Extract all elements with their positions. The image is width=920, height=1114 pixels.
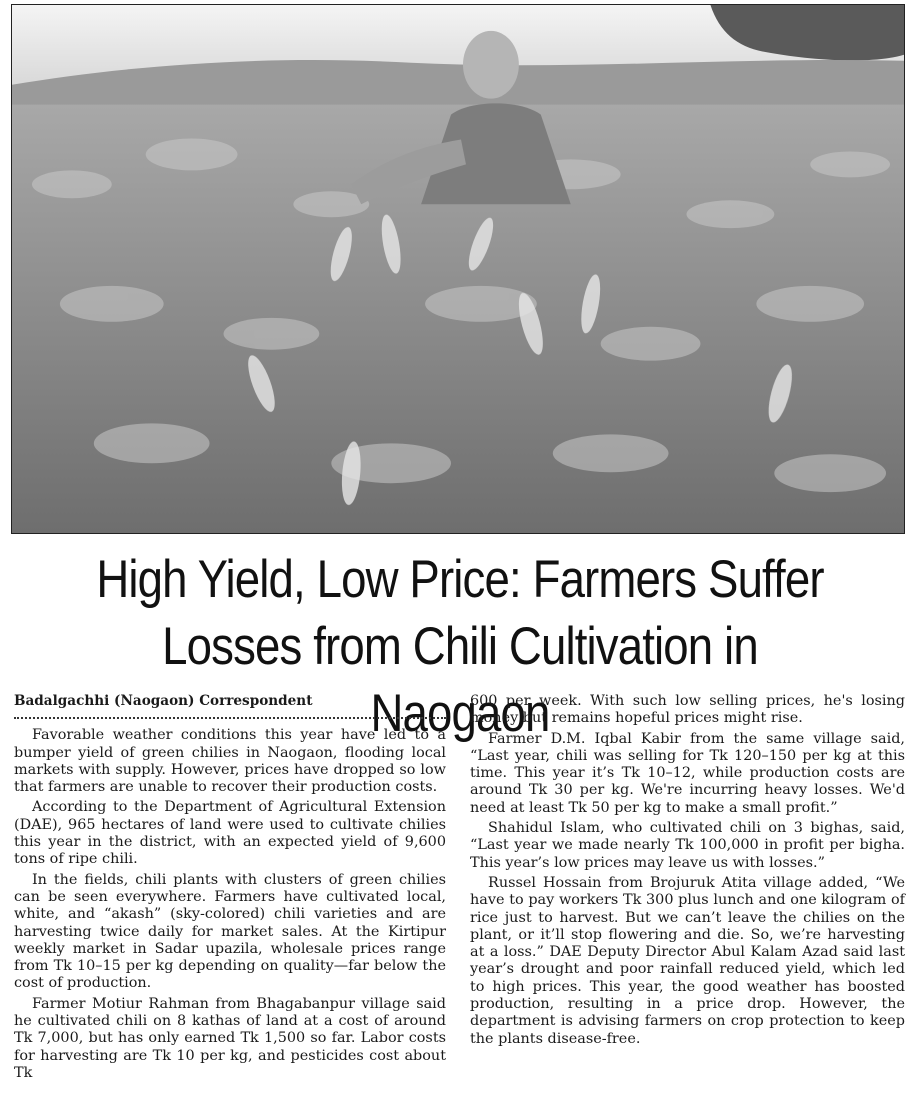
headline-line-2: Losses from Chili Cultivation in Naogaon xyxy=(162,617,758,743)
paragraph-continuation: 600 per week. With such low selling prices, he's losing money but remains hopeful prices might rise. xyxy=(470,693,905,727)
paragraph: Shahidul Islam, who cultivated chili on 3 bighas, said, “Last year we made nearly Tk 100,000 in profit per bigha. This year’s low prices may leave us with losses.” xyxy=(470,820,905,871)
paragraph: Favorable weather conditions this year have led to a bumper yield of green chilies in Naogaon, flooding local markets with supply. However, prices have dropped so low that farmers are unable to recover their production costs. xyxy=(14,727,446,796)
paragraph: Russel Hossain from Brojuruk Atita village added, “We have to pay workers Tk 300 plus lunch and one kilogram of rice just to harvest. But we can’t leave the chilies on the plant, or it’ll stop flowering and die. So, we’re harvesting at a loss.” DAE Deputy Director Abul Kalam Azad said last year’s drought and poor rainfall reduced yield, which led to high prices. This year, the good weather has boosted production, resulting in a price drop. However, the department is advising farmers on crop protection to keep the plants disease-free. xyxy=(470,874,905,1047)
paragraph: Farmer Motiur Rahman from Bhagabanpur village said he cultivated chili on 8 kathas of land at a cost of around Tk 7,000, but has only earned Tk 1,500 so far. Labor costs for harvesting are Tk 10 per kg, and pesticides cost about Tk xyxy=(14,995,446,1081)
byline: Badalgachhi (Naogaon) Correspondent xyxy=(14,693,446,719)
chili-field-image xyxy=(12,5,904,533)
article-photo xyxy=(11,4,905,534)
paragraph: According to the Department of Agricultural Extension (DAE), 965 hectares of land were used to cultivate chilies this year in the district, with an expected yield of 9,600 tons of ripe chili. xyxy=(14,799,446,868)
article-column-left xyxy=(14,693,446,1085)
paragraph: In the fields, chili plants with clusters of green chilies can be seen everywhere. Farmers have cultivated local, white, and “akash” (sky-colored) chili varieties and are harvesting twice daily for market sales. At the Kirtipur weekly market in Sadar upazila, wholesale prices range from Tk 10–15 per kg depending on quality—far below the cost of production. xyxy=(14,871,446,992)
paragraph: Farmer D.M. Iqbal Kabir from the same village said, “Last year, chili was selling for Tk 120–150 per kg at this time. This year it’s Tk 10–12, while production costs are around Tk 30 per kg. We're incurring heavy losses. We'd need at least Tk 50 per kg to make a small profit.” xyxy=(470,730,905,816)
article-column-right xyxy=(470,693,905,1051)
headline-line-1: High Yield, Low Price: Farmers Suffer xyxy=(96,550,824,609)
